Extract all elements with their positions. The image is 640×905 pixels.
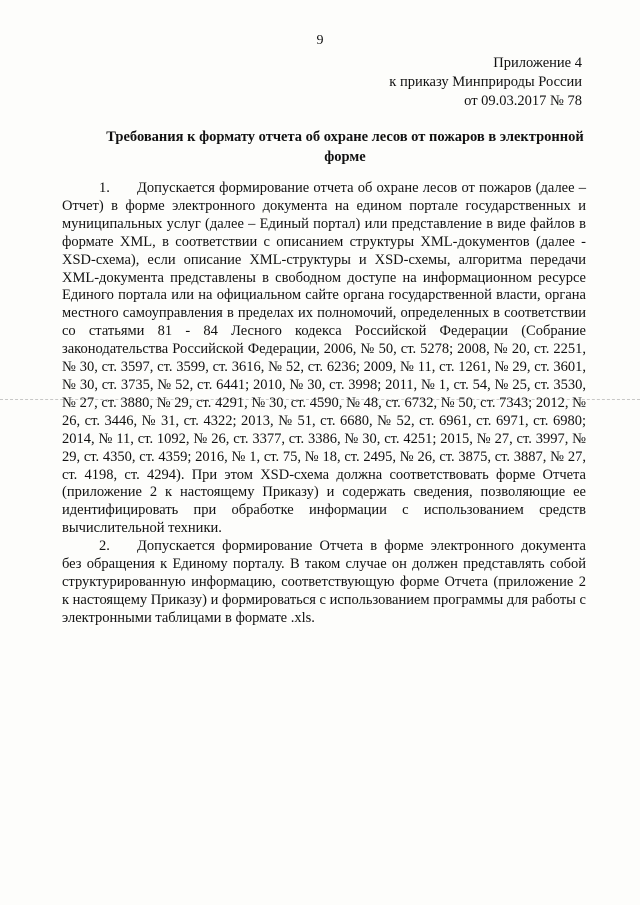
paragraph-text: Допускается формирование Отчета в форме электронного документа без обращения к Единому порталу. В таком случае он должен представлять собой структурированную информацию, соответствующую форме Отчета (приложение 2 к настоящему Приказу) и формироваться с использованием программы для работы с электронными таблицами в формате .xls. — [62, 538, 586, 626]
annex-line-3: от 09.03.2017 № 78 — [464, 93, 582, 109]
paragraph-number: 2. — [99, 538, 110, 555]
paragraph-number: 1. — [99, 180, 110, 196]
paragraph-2 — [62, 538, 586, 628]
paragraph-text: Допускается формирование отчета об охране лесов от пожаров (далее – Отчет) в форме электронного документа на едином портале государственных и муниципальных услуг (далее – Единый портал) или представление в виде файлов в формате XML, в соответствии с описанием структуры XML-документов (далее - XSD-схема), если описание XML-структуры и XSD-схемы, алгоритма передачи XML-документа представлены в свободном доступе на информационном ресурсе Единого портала или на официальном сайте органа государственной власти, органа местного самоуправления в пределах их полномочий, определенных в соответствии со статьями 81 - 84 Лесного кодекса Российской Федерации (Собрание законодательства Российской Федерации, 2006, № 50, ст. 5278; 2008, № 20, ст. 2251, № 30, ст. 3597, ст. 3599, ст. 3616, № 52, ст. 6236; 2009, № 11, ст. 1261, № 29, ст. 3601, № 30, ст. 3735, № 52, ст. 6441; 2010, № 30, ст. 3998; 2011, № 1, ст. 54, № 25, ст. 3530, № 27, ст. 3880, № 29, ст. 4291, № 30, ст. 4590, № 48, ст. 6732, № 50, ст. 7343; 2012, № 26, ст. 3446, № 31, ст. 4322; 2013, № 51, ст. 6680, № 52, ст. 6961, ст. 6971, ст. 6980; 2014, № 11, ст. 1092, № 26, ст. 3377, ст. 3386, № 30, ст. 4251; 2015, № 27, ст. 3997, № 29, ст. 4350, ст. 4359; 2016, № 1, ст. 75, № 18, ст. 2495, № 26, ст. 3875, ст. 3887, № 27, ст. 4198, ст. 4294). При этом XSD-схема должна соответствовать форме Отчета (приложение 2 к настоящему Приказу) и содержать сведения, позволяющие ее идентифицировать при обработке информации с использованием средств вычислительной техники. — [62, 180, 586, 537]
annex-line-1: Приложение 4 — [493, 55, 582, 71]
annex-header — [389, 54, 582, 111]
document-body — [62, 180, 586, 628]
page-number: 9 — [316, 33, 324, 48]
paragraph-1 — [62, 180, 586, 538]
document-title: Требования к формату отчета об охране лесов от пожаров в электронной форме — [106, 129, 584, 165]
annex-line-2: к приказу Минприроды России — [389, 74, 582, 90]
